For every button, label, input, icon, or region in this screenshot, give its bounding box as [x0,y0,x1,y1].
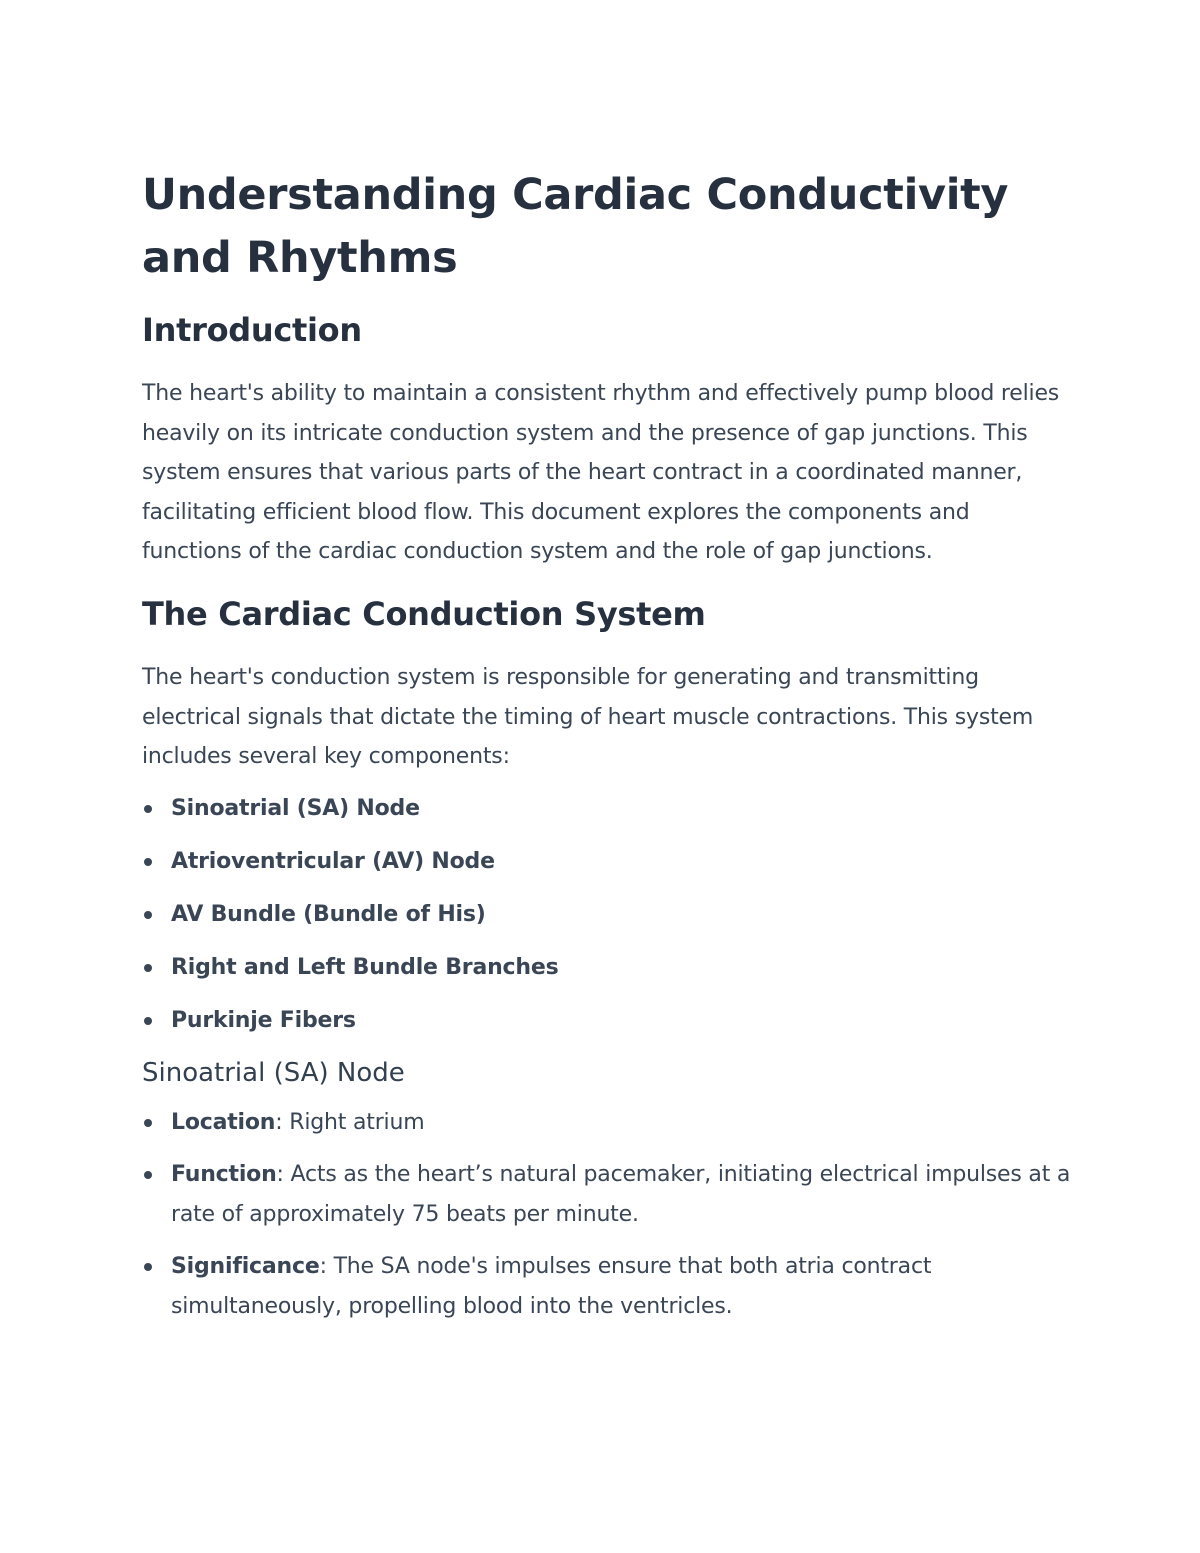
list-item [142,1247,1072,1327]
bullet-icon [144,858,152,866]
bullet-icon [144,964,152,972]
component-label: Right and Left Bundle Branches [171,954,559,980]
introduction-paragraph: The heart's ability to maintain a consistent rhythm and effectively pump blood relies heavily on its intricate conduction system and the presence of gap junctions. This system ensures that various parts of the heart contract in a coordinated manner, facilitating efficient blood flow. This document explores the components and functions of the cardiac conduction system and the role of gap junctions. [142,381,1060,565]
component-label: Atrioventricular (AV) Node [171,848,495,874]
detail-label: Function [171,1161,277,1187]
page-title [142,164,1072,290]
list-item [142,895,1072,935]
detail-text: : The SA node's impulses ensure that both atria contract simultaneously, propelling blood into the ventricles. [171,1253,932,1319]
bullet-icon [144,805,152,813]
sa-node-details-list [142,1103,1072,1327]
list-item [142,789,1072,829]
list-item [142,1001,1072,1041]
detail-label: Location [171,1109,276,1135]
title-line-1: Understanding Cardiac Conductivity [142,170,1009,220]
detail-label: Significance [171,1253,320,1279]
conduction-system-paragraph: The heart's conduction system is responsible for generating and transmitting electrical signals that dictate the timing of heart muscle contractions. This system includes several key components: [142,664,1034,770]
title-line-2: and Rhythms [142,233,458,283]
bullet-icon [144,1017,152,1025]
list-item [142,1103,1072,1143]
conduction-system-heading: The Cardiac Conduction System [142,594,706,633]
bullet-icon [144,1263,152,1271]
detail-text: : Acts as the heart’s natural pacemaker, initiating electrical impulses at a rate of approximately 75 beats per minute. [171,1161,1071,1227]
sa-node-heading: Sinoatrial (SA) Node [142,1057,405,1088]
component-label: Purkinje Fibers [171,1007,356,1033]
list-item [142,842,1072,882]
bullet-icon [144,1171,152,1179]
components-list [142,789,1072,1041]
introduction-heading: Introduction [142,311,362,349]
list-item [142,948,1072,988]
component-label: AV Bundle (Bundle of His) [171,901,486,927]
document-page [142,164,1072,1339]
component-label: Sinoatrial (SA) Node [171,795,420,821]
list-item [142,1155,1072,1235]
bullet-icon [144,911,152,919]
bullet-icon [144,1119,152,1127]
detail-text: : Right atrium [275,1109,425,1135]
